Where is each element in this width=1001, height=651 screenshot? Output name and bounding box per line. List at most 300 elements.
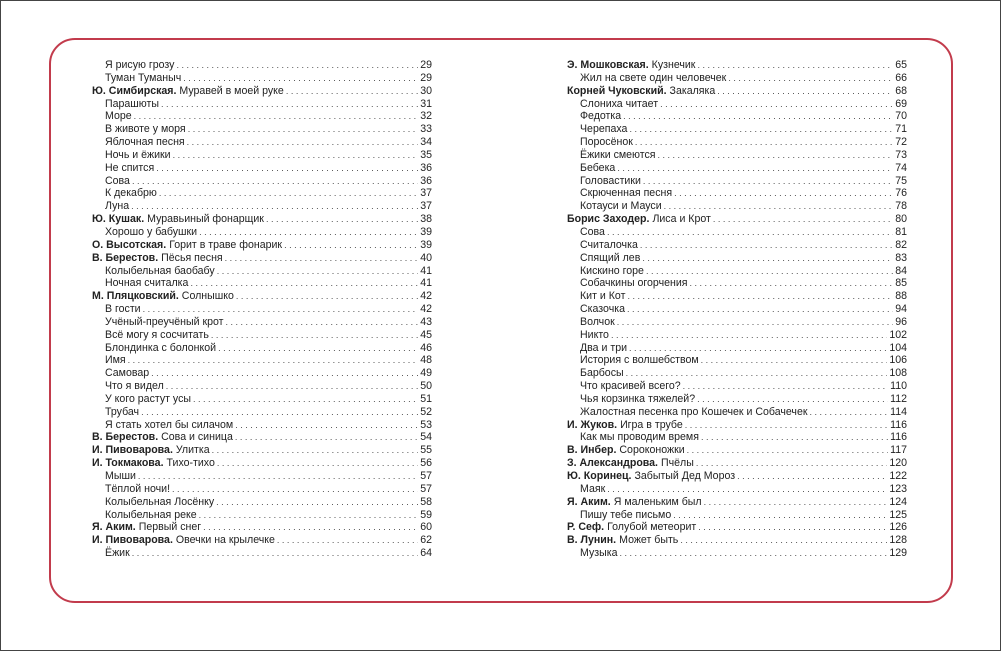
- entry-title: Игра в трубе: [620, 418, 683, 431]
- toc-entry: [92, 483, 432, 496]
- toc-author-entry: [92, 431, 432, 444]
- entry-title: В гости: [105, 303, 141, 316]
- entry-title: Яблочная песня: [105, 136, 185, 149]
- entry-title: Жил на свете один человечек: [580, 71, 727, 84]
- entry-title: Что красивей всего?: [580, 380, 681, 393]
- toc-entry: [92, 406, 432, 419]
- entry-page-number: 117: [890, 444, 907, 457]
- entry-page-number: 59: [420, 508, 432, 521]
- entry-page-number: 116: [890, 431, 907, 444]
- entry-title: Слониха читает: [580, 97, 659, 110]
- toc-entry: [567, 393, 907, 406]
- entry-page-number: 114: [890, 405, 907, 418]
- toc-entry: [92, 547, 432, 560]
- entry-page-number: 46: [420, 341, 432, 354]
- dot-leader: [713, 213, 893, 226]
- toc-author-entry: [92, 290, 432, 303]
- entry-page-number: 85: [895, 277, 907, 290]
- toc-author-entry: [92, 444, 432, 457]
- dot-leader: [673, 509, 887, 522]
- entry-author: И. Жуков.: [567, 418, 618, 431]
- toc-entry: [92, 316, 432, 329]
- toc-author-entry: [567, 85, 907, 98]
- dot-leader: [156, 162, 418, 175]
- entry-author: Ю. Симбирская.: [92, 84, 177, 97]
- entry-page-number: 80: [895, 213, 907, 226]
- toc-entry: [567, 200, 907, 213]
- dot-leader: [685, 419, 888, 432]
- toc-entry: [567, 136, 907, 149]
- toc-author-entry: [567, 457, 907, 470]
- entry-page-number: 37: [420, 187, 432, 200]
- toc-entry: [567, 329, 907, 342]
- entry-page-number: 102: [889, 328, 907, 341]
- entry-author: Я. Аким.: [567, 495, 611, 508]
- toc-author-entry: [567, 496, 907, 509]
- entry-page-number: 126: [889, 521, 907, 534]
- toc-author-entry: [567, 470, 907, 483]
- dot-leader: [619, 547, 887, 560]
- dot-leader: [623, 110, 893, 123]
- entry-title: Закаляка: [669, 84, 716, 97]
- dot-leader: [218, 342, 418, 355]
- entry-title: Федотка: [580, 110, 622, 123]
- dot-leader: [173, 149, 418, 162]
- toc-entry: [92, 110, 432, 123]
- entry-title: Горит в траве фонарик: [169, 238, 283, 251]
- entry-title: Учёный-преучёный крот: [105, 315, 224, 328]
- entry-title: У кого растут усы: [105, 392, 192, 405]
- entry-title: Маяк: [580, 482, 606, 495]
- entry-title: Овечки на крылечке: [175, 534, 275, 547]
- dot-leader: [626, 367, 888, 380]
- dot-leader: [643, 175, 893, 188]
- entry-page-number: 104: [889, 341, 907, 354]
- entry-title: Пёсья песня: [161, 251, 223, 264]
- toc-entry: [92, 200, 432, 213]
- dot-leader: [284, 239, 418, 252]
- toc-entry: [567, 175, 907, 188]
- toc-entry: [567, 149, 907, 162]
- entry-title: Туман Туманыч: [105, 71, 182, 84]
- dot-leader: [151, 367, 418, 380]
- entry-page-number: 49: [420, 367, 432, 380]
- entry-title: Как мы проводим время: [580, 431, 699, 444]
- dot-leader: [658, 149, 893, 162]
- toc-entry: [567, 483, 907, 496]
- toc-entry: [567, 123, 907, 136]
- toc-entry: [567, 98, 907, 111]
- entry-page-number: 29: [420, 59, 432, 71]
- entry-title: Пчёлы: [661, 457, 694, 470]
- dot-leader: [690, 277, 894, 290]
- entry-title: Колыбельная Лосёнку: [105, 495, 215, 508]
- dot-leader: [131, 200, 418, 213]
- entry-page-number: 73: [895, 148, 907, 161]
- entry-page-number: 123: [889, 482, 907, 495]
- entry-author: Ю. Коринец.: [567, 470, 632, 482]
- entry-page-number: 64: [420, 547, 432, 560]
- toc-entry: [567, 342, 907, 355]
- dot-leader: [134, 110, 418, 123]
- dot-leader: [629, 123, 893, 136]
- entry-title: Поросёнок: [580, 136, 633, 149]
- entry-author: Я. Аким.: [92, 521, 136, 534]
- toc-entry: [92, 175, 432, 188]
- entry-title: К декабрю: [105, 187, 157, 200]
- toc-entry: [92, 354, 432, 367]
- toc-entry: [567, 303, 907, 316]
- entry-page-number: 83: [895, 251, 907, 264]
- toc-entry: [567, 406, 907, 419]
- toc-author-entry: [567, 419, 907, 432]
- toc-author-entry: [567, 534, 907, 547]
- dot-leader: [266, 213, 418, 226]
- dot-leader: [187, 136, 418, 149]
- dot-leader: [646, 265, 893, 278]
- entry-page-number: 57: [420, 482, 432, 495]
- entry-author: З. Александрова.: [567, 457, 659, 470]
- dot-leader: [607, 226, 893, 239]
- entry-page-number: 35: [420, 148, 432, 161]
- entry-title: Всё могу я сосчитать: [105, 328, 209, 341]
- entry-title: Головастики: [580, 174, 641, 187]
- dot-leader: [225, 252, 418, 265]
- dot-leader: [217, 265, 418, 278]
- dot-leader: [617, 316, 893, 329]
- entry-title: Муравей в моей руке: [179, 84, 284, 97]
- entry-page-number: 40: [420, 251, 432, 264]
- dot-leader: [611, 329, 887, 342]
- toc-entry: [567, 72, 907, 85]
- entry-page-number: 42: [420, 290, 432, 303]
- entry-page-number: 39: [420, 225, 432, 238]
- dot-leader: [627, 303, 893, 316]
- entry-author: И. Пивоварова.: [92, 534, 173, 547]
- entry-title: Волчок: [580, 315, 615, 328]
- entry-page-number: 37: [420, 200, 432, 213]
- toc-entry: [92, 470, 432, 483]
- toc-entry: [92, 329, 432, 342]
- entry-page-number: 34: [420, 136, 432, 149]
- dot-leader: [193, 393, 418, 406]
- entry-page-number: 66: [895, 71, 907, 84]
- entry-author: Э. Мошковская.: [567, 59, 649, 71]
- entry-page-number: 31: [420, 97, 432, 110]
- toc-entry: [567, 252, 907, 265]
- toc-entry: [92, 419, 432, 432]
- toc-entry: [567, 277, 907, 290]
- entry-page-number: 112: [890, 392, 907, 405]
- entry-title: Парашюты: [105, 97, 159, 110]
- toc-author-entry: [92, 252, 432, 265]
- toc-entry: [92, 226, 432, 239]
- toc-entry: [567, 380, 907, 393]
- toc-entry: [92, 393, 432, 406]
- entry-title: Котауси и Мауси: [580, 200, 662, 213]
- entry-page-number: 62: [420, 534, 432, 547]
- dot-leader: [141, 406, 418, 419]
- entry-page-number: 38: [420, 213, 432, 226]
- dot-leader: [717, 85, 893, 98]
- entry-title: Ночная считалка: [105, 277, 189, 290]
- dot-leader: [698, 521, 887, 534]
- dot-leader: [188, 123, 418, 136]
- toc-entry: [567, 367, 907, 380]
- entry-title: Сказочка: [580, 303, 625, 316]
- entry-page-number: 75: [895, 174, 907, 187]
- toc-author-entry: [92, 213, 432, 226]
- dot-leader: [704, 496, 888, 509]
- entry-title: Мыши: [105, 470, 136, 482]
- entry-title: Хорошо у бабушки: [105, 225, 198, 238]
- dot-leader: [203, 521, 418, 534]
- entry-title: Самовар: [105, 367, 150, 380]
- entry-title: Собачкины огорчения: [580, 277, 688, 290]
- dot-leader: [128, 354, 418, 367]
- entry-page-number: 50: [420, 380, 432, 393]
- entry-author: Борис Заходер.: [567, 213, 650, 226]
- dot-leader: [680, 534, 887, 547]
- toc-entry: [92, 187, 432, 200]
- toc-entry: [567, 316, 907, 329]
- entry-page-number: 29: [420, 71, 432, 84]
- dot-leader: [687, 444, 888, 457]
- entry-page-number: 128: [889, 534, 907, 547]
- dot-leader: [143, 303, 418, 316]
- entry-title: Блондинка с болонкой: [105, 341, 217, 354]
- entry-title: Барбосы: [580, 367, 624, 380]
- dot-leader: [212, 444, 418, 457]
- entry-author: И. Пивоварова.: [92, 444, 173, 457]
- entry-title: Сова: [580, 225, 605, 238]
- entry-page-number: 53: [420, 418, 432, 431]
- entry-page-number: 36: [420, 161, 432, 174]
- entry-title: Забытый Дед Мороз: [634, 470, 736, 482]
- entry-title: Черепаха: [580, 123, 628, 136]
- entry-page-number: 74: [895, 161, 907, 174]
- entry-page-number: 57: [420, 470, 432, 482]
- entry-title: Колыбельная баобабу: [105, 264, 215, 277]
- entry-page-number: 116: [890, 418, 907, 431]
- entry-page-number: 124: [889, 495, 907, 508]
- dot-leader: [664, 200, 893, 213]
- entry-page-number: 96: [895, 315, 907, 328]
- entry-page-number: 81: [895, 225, 907, 238]
- entry-title: История с волшебством: [580, 354, 699, 367]
- entry-page-number: 30: [420, 84, 432, 97]
- toc-author-entry: [92, 521, 432, 534]
- toc-entry: [92, 265, 432, 278]
- entry-title: Я стать хотел бы силачом: [105, 418, 234, 431]
- entry-title: Сова: [105, 174, 130, 187]
- toc-entry: [92, 509, 432, 522]
- dot-leader: [697, 59, 893, 72]
- entry-title: Два и три: [580, 341, 628, 354]
- toc-entry: [92, 162, 432, 175]
- entry-page-number: 41: [420, 277, 432, 290]
- entry-author: Р. Сеф.: [567, 521, 605, 534]
- dot-leader: [236, 290, 418, 303]
- entry-page-number: 60: [420, 521, 432, 534]
- toc-entry: [92, 123, 432, 136]
- entry-author: И. Токмакова.: [92, 457, 164, 470]
- dot-leader: [809, 406, 888, 419]
- entry-page-number: 125: [889, 508, 907, 521]
- dot-leader: [277, 534, 418, 547]
- dot-leader: [696, 457, 887, 470]
- entry-page-number: 51: [420, 392, 432, 405]
- entry-page-number: 41: [420, 264, 432, 277]
- entry-page-number: 122: [889, 470, 907, 482]
- entry-title: Я рисую грозу: [105, 59, 175, 71]
- dot-leader: [217, 457, 418, 470]
- entry-page-number: 42: [420, 303, 432, 316]
- entry-title: Солнышко: [181, 290, 234, 303]
- entry-title: Кит и Кот: [580, 290, 626, 303]
- entry-page-number: 52: [420, 405, 432, 418]
- entry-page-number: 129: [889, 547, 907, 560]
- entry-author: В. Инбер.: [567, 444, 617, 457]
- entry-title: Музыка: [580, 547, 618, 560]
- entry-author: О. Высотская.: [92, 238, 167, 251]
- dot-leader: [697, 393, 888, 406]
- entry-page-number: 106: [889, 354, 907, 367]
- entry-title: Трубач: [105, 405, 140, 418]
- entry-title: Сова и синица: [161, 431, 233, 444]
- entry-page-number: 94: [895, 303, 907, 316]
- entry-title: Жалостная песенка про Кошечек и Собачечек: [580, 405, 808, 418]
- entry-page-number: 76: [895, 187, 907, 200]
- entry-title: Бебека: [580, 161, 616, 174]
- entry-title: Тёплой ночи!: [105, 482, 171, 495]
- toc-author-entry: [92, 457, 432, 470]
- entry-title: Может быть: [619, 534, 679, 547]
- dot-leader: [642, 252, 893, 265]
- entry-page-number: 72: [895, 136, 907, 149]
- dot-leader: [132, 547, 418, 560]
- dot-leader: [190, 277, 418, 290]
- toc-entry: [92, 98, 432, 111]
- entry-title: Первый снег: [138, 521, 202, 534]
- toc-entry: [92, 342, 432, 355]
- entry-title: Я маленьким был: [613, 495, 702, 508]
- entry-page-number: 68: [895, 84, 907, 97]
- entry-title: Ёжик: [105, 547, 130, 560]
- entry-page-number: 39: [420, 238, 432, 251]
- entry-title: Луна: [105, 200, 130, 213]
- toc-entry: [92, 136, 432, 149]
- dot-leader: [235, 431, 418, 444]
- entry-page-number: 120: [889, 457, 907, 470]
- entry-page-number: 69: [895, 97, 907, 110]
- entry-author: В. Лунин.: [567, 534, 617, 547]
- dot-leader: [737, 470, 887, 483]
- entry-page-number: 54: [420, 431, 432, 444]
- dot-leader: [216, 496, 418, 509]
- dot-leader: [701, 354, 888, 367]
- entry-page-number: 33: [420, 123, 432, 136]
- toc-entry: [92, 303, 432, 316]
- entry-title: Имя: [105, 354, 126, 367]
- toc-entry: [92, 277, 432, 290]
- entry-title: Считалочка: [580, 238, 638, 251]
- entry-title: Не спится: [105, 161, 155, 174]
- dot-leader: [701, 431, 888, 444]
- toc-entry: [567, 187, 907, 200]
- dot-leader: [286, 85, 418, 98]
- toc-entry: [92, 380, 432, 393]
- entry-title: Пишу тебе письмо: [580, 508, 672, 521]
- dot-leader: [629, 342, 887, 355]
- toc-entry: [567, 265, 907, 278]
- entry-page-number: 58: [420, 495, 432, 508]
- dot-leader: [199, 226, 418, 239]
- entry-title: Колыбельная реке: [105, 508, 197, 521]
- entry-page-number: 43: [420, 315, 432, 328]
- entry-author: В. Берестов.: [92, 251, 159, 264]
- toc-author-entry: [567, 213, 907, 226]
- entry-page-number: 110: [890, 380, 907, 393]
- dot-leader: [166, 380, 418, 393]
- toc-entry: [567, 354, 907, 367]
- entry-title: Тихо-тихо: [166, 457, 215, 470]
- toc-entry: [567, 239, 907, 252]
- dot-leader: [635, 136, 893, 149]
- toc-entry: [92, 59, 432, 72]
- entry-title: Кискино горе: [580, 264, 644, 277]
- entry-title: Море: [105, 110, 132, 123]
- dot-leader: [674, 187, 893, 200]
- entry-title: Чья корзинка тяжелей?: [580, 392, 696, 405]
- toc-author-entry: [567, 444, 907, 457]
- toc-entry: [567, 431, 907, 444]
- entry-page-number: 78: [895, 200, 907, 213]
- entry-title: Ёжики смеются: [580, 148, 656, 161]
- toc-entry: [92, 149, 432, 162]
- toc-entry: [567, 162, 907, 175]
- toc-entry: [567, 509, 907, 522]
- entry-page-number: 71: [895, 123, 907, 136]
- entry-author: Ю. Кушак.: [92, 213, 145, 226]
- toc-entry: [567, 110, 907, 123]
- dot-leader: [226, 316, 418, 329]
- toc-left-column: [92, 59, 432, 560]
- entry-title: Кузнечик: [651, 59, 696, 71]
- toc-entry: [92, 367, 432, 380]
- toc-entry: [567, 547, 907, 560]
- entry-author: В. Берестов.: [92, 431, 159, 444]
- entry-page-number: 84: [895, 264, 907, 277]
- dot-leader: [172, 483, 418, 496]
- toc-entry: [567, 290, 907, 303]
- entry-page-number: 108: [889, 367, 907, 380]
- entry-title: Ночь и ёжики: [105, 148, 171, 161]
- toc-author-entry: [567, 59, 907, 72]
- entry-title: Что я видел: [105, 380, 164, 393]
- dot-leader: [607, 483, 887, 496]
- entry-title: В животе у моря: [105, 123, 186, 136]
- dot-leader: [617, 162, 893, 175]
- entry-title: Сороконожки: [619, 444, 685, 457]
- dot-leader: [159, 187, 418, 200]
- entry-page-number: 88: [895, 290, 907, 303]
- dot-leader: [728, 72, 893, 85]
- dot-leader: [660, 98, 893, 111]
- dot-leader: [132, 175, 418, 188]
- dot-leader: [138, 470, 418, 483]
- entry-title: Муравьиный фонарщик: [147, 213, 264, 226]
